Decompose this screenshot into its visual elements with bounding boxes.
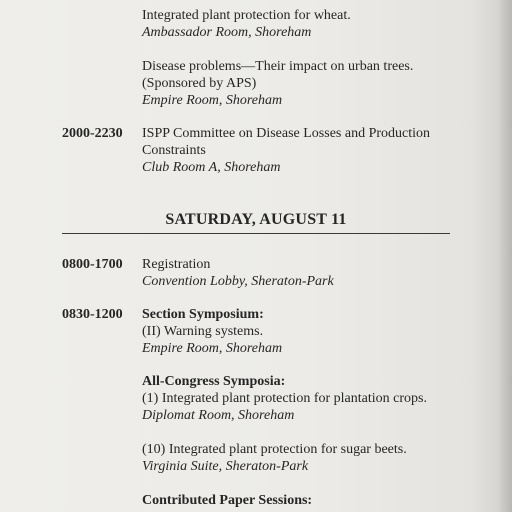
session-category: Section Symposium: [142, 307, 264, 322]
session-title: (II) Warning systems. [142, 324, 264, 339]
session-time: 0800-1700 [62, 257, 123, 272]
session-location: Empire Room, Shoreham [142, 341, 283, 356]
session-category: Contributed Paper Sessions: [142, 493, 313, 508]
day-heading: SATURDAY, AUGUST 11 [165, 211, 347, 228]
session-location: Club Room A, Shoreham [142, 160, 281, 175]
session-title: ISPP Committee on Disease Losses and Production [142, 126, 431, 141]
session-location: Empire Room, Shoreham [142, 93, 283, 108]
session-category: All-Congress Symposia: [142, 374, 286, 389]
session-location: Diplomat Room, Shoreham [142, 408, 295, 423]
session-time: 0830-1200 [62, 307, 123, 322]
session-title: (10) Integrated plant protection for sugar beets. [142, 442, 407, 457]
session-entry [142, 7, 351, 41]
session-sponsor: (Sponsored by APS) [142, 76, 257, 91]
session-title: (1) Integrated plant protection for plantation crops. [142, 391, 427, 406]
session-entry [142, 125, 430, 176]
session-location: Ambassador Room, Shoreham [142, 25, 312, 40]
heading-rule [62, 233, 450, 234]
page-edge-shadow [498, 0, 512, 512]
session-location: Convention Lobby, Sheraton-Park [142, 274, 334, 289]
session-entry [142, 373, 427, 424]
session-entry [142, 306, 282, 357]
session-title: Disease problems—Their impact on urban trees. [142, 59, 414, 74]
session-entry [142, 256, 334, 290]
session-entry [142, 441, 407, 475]
session-entry [142, 492, 312, 509]
session-entry [142, 58, 413, 109]
session-location: Virginia Suite, Sheraton-Park [142, 459, 309, 474]
session-title-continued: Constraints [142, 143, 206, 158]
session-title: Registration [142, 257, 211, 272]
session-title: Integrated plant protection for wheat. [142, 8, 351, 23]
session-time: 2000-2230 [62, 126, 123, 141]
